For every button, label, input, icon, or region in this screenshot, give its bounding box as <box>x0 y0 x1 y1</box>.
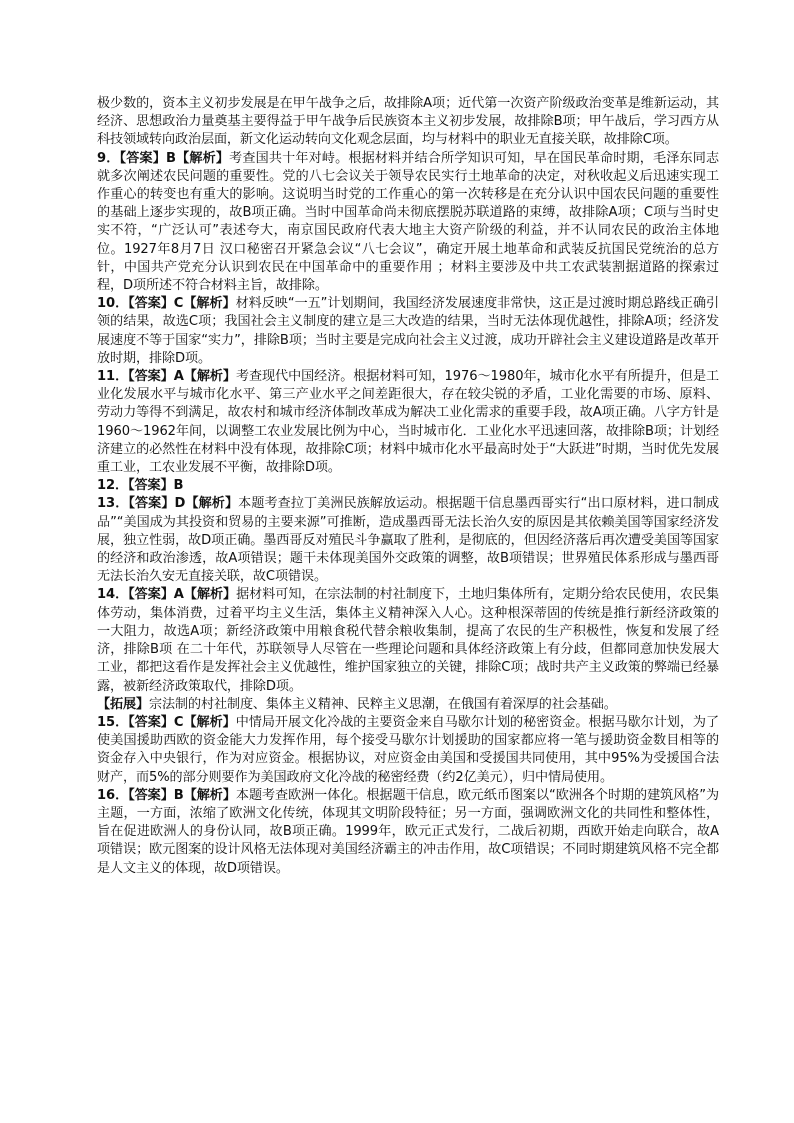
answer-paragraph-12 <box>97 477 719 495</box>
answer-tag: 【答案】D【解析】 <box>128 496 239 512</box>
answer-paragraph-9 <box>97 150 719 296</box>
answer-tag: 【答案】B【解析】 <box>119 150 230 166</box>
paragraph-text: 极少数的，资本主义初步发展是在甲午战争之后，故排除A项；近代第一次资产阶级政治变革是维新运动，其经济、思想政治力量奠基主要得益于甲午战争后民族资本主义初步发展，故排除B项；甲午战后，学习西方从科技领域转向政治层面，新文化运动转向文化观念层面，均与材料中的职业无直接关联，故排除C项。 <box>97 96 719 148</box>
paragraph-text: 考查国共十年对峙。根据材料并结合所学知识可知，早在国民革命时期，毛泽东同志就多次阐述农民问题的重要性。党的八七会议关于领导农民实行土地革命的决定，对秋收起义后迅速实现工作重心的转变也有重大的影响。这说明当时党的工作重心的第一次转移是在充分认识中国农民问题的重要性的基础上逐步实现的，故B项正确。当时中国革命尚未彻底摆脱苏联道路的束缚，故排除A项；C项与当时史实不符，“广泛认可”表述夸大，南京国民政府代表大地主大资产阶级的利益，并不认同农民的政治主体地位。1927年8月7日 汉口秘密召开紧急会议“八七会议”，确定开展土地革命和武装反抗国民党统治的总方针，中国共产党充分认识到农民在中国革命中的重要作用 ；材料主要涉及中共工农武装割据道路的探索过程，D项所述不符合材料主旨，故排除。 <box>97 150 719 294</box>
document-page <box>97 95 719 878</box>
paragraph-text: 本题考查欧洲一体化。根据题干信息，欧元纸币图案以“欧洲各个时期的建筑风格”为主题，一方面，浓缩了欧洲文化传统，体现其文明阶段特征；另一方面，强调欧洲文化的共同性和整体性，旨在促进欧洲人的身份认同，故B项正确。1999年，欧元正式发行，二战后初期，西欧开始走向联合，故A项错误；欧元图案的设计风格无法体现对美国经济霸主的冲击作用，故C项错误；不同时期建筑风格不完全都是人文主义的体现，故D项错误。 <box>97 787 720 876</box>
answer-paragraph-11 <box>97 368 719 477</box>
extension-tag: 【拓展】 <box>97 696 149 712</box>
paragraph-text: 宗法制的村社制度、集体主义精神、民粹主义思潮，在俄国有着深厚的社会基础。 <box>148 696 617 712</box>
answer-paragraph-10 <box>97 295 719 368</box>
paragraph-text: 考查现代中国经济。根据材料可知，1976～1980年，城市化水平有所提升，但是工业化发展水平与城市化水平、第三产业水平之间差距很大，存在较尖锐的矛盾，工业化需要的市场、原料、劳动力等得不到满足，故农村和城市经济体制改革成为解决工业化需求的重要手段，故A项正确。八字方针是1960～1962年间，以调整工农业发展比例为中心，当时城市化．工业化水平迅速回落，故排除B项；计划经济建立的必然性在材料中没有体现，故排除C项；材料中城市化水平最高时处于“大跃进”时期，当时优先发展重工业，工农业发展不平衡，故排除D项。 <box>97 369 719 476</box>
paragraph-text: 本题考查拉丁美洲民族解放运动。根据题干信息墨西哥实行“出口原材料，进口制成品”“美国成为其投资和贸易的主要来源”可推断，造成墨西哥无法长治久安的原因是其依赖美国等国家经济发展，独立性弱，故D项正确。墨西哥反对殖民斗争赢取了胜利，是彻底的，但因经济落后再次遭受美国等国家的经济和政治渗透，故A项错误；题干未体现美国外交政策的调整，故B项错误；世界殖民体系形成与墨西哥无法长治久安无直接关联，故C项错误。 <box>97 496 720 585</box>
answer-tag: 【答案】B【解析】 <box>128 787 236 803</box>
question-number: 16． <box>97 787 129 803</box>
question-number: 15． <box>97 714 129 730</box>
answer-paragraph-16 <box>97 787 719 878</box>
answer-tag: 【答案】A【解析】 <box>128 587 237 603</box>
question-number: 9． <box>97 150 120 166</box>
question-number: 13． <box>97 496 129 512</box>
answer-paragraph-13 <box>97 495 719 586</box>
paragraph-text: 中情局开展文化冷战的主要资金来自马歇尔计划的秘密资金。根据马歇尔计划，为了使美国援助西欧的资金能大力发挥作用，每个接受马歇尔计划援助的国家都应将一笔与援助资金数目相等的资金存入中央银行，作为对应资金。根据协议，对应资金由美国和受援国共同使用，其中95%为受援国合法财产，而5%的部分则要作为美国政府文化冷战的秘密经费（约2亿美元），归中情局使用。 <box>97 714 719 785</box>
question-number: 14． <box>97 587 129 603</box>
answer-tag: 【答案】C【解析】 <box>128 714 236 730</box>
answer-paragraph-14 <box>97 586 719 695</box>
answer-tag: 【答案】C【解析】 <box>128 296 236 312</box>
question-number: 12． <box>97 478 129 494</box>
answer-tag: 【答案】A【解析】 <box>128 369 236 385</box>
question-number: 11． <box>97 369 129 385</box>
answer-paragraph-15 <box>97 714 719 787</box>
answer-tag: 【答案】B <box>128 478 184 494</box>
extension-paragraph <box>97 696 719 714</box>
paragraph-continuation <box>97 95 719 150</box>
paragraph-text: 材料反映“一五”计划期间，我国经济发展速度非常快，这正是过渡时期总路线正确引领的结果，故选C项；我国社会主义制度的建立是三大改造的结果，当时无法体现优越性，排除A项；经济发展速度不等于国家“实力”，排除B项；当时主要是完成向社会主义过渡，成功开辟社会主义建设道路是改革开放时期，排除D项。 <box>97 296 720 366</box>
question-number: 10． <box>97 296 129 312</box>
paragraph-text: 据材料可知，在宗法制的村社制度下，土地归集体所有，定期分给农民使用，农民集体劳动，集体消费，过着平均主义生活，集体主义精神深入人心。这种根深蒂固的传统是推行新经济政策的一大阻力，故选A项；新经济政策中用粮食税代替余粮收集制，提高了农民的生产积极性，恢复和发展了经济，排除B项 在二十年代，苏联领导人尽管在一些理论问题和具体经济政策上有分歧，但都同意加快发展大工业，都把这看作是发挥社会主义优越性，维护国家独立的关键，排除C项；战时共产主义政策的弊端已经暴露，被新经济政策取代，排除D项。 <box>97 587 719 694</box>
